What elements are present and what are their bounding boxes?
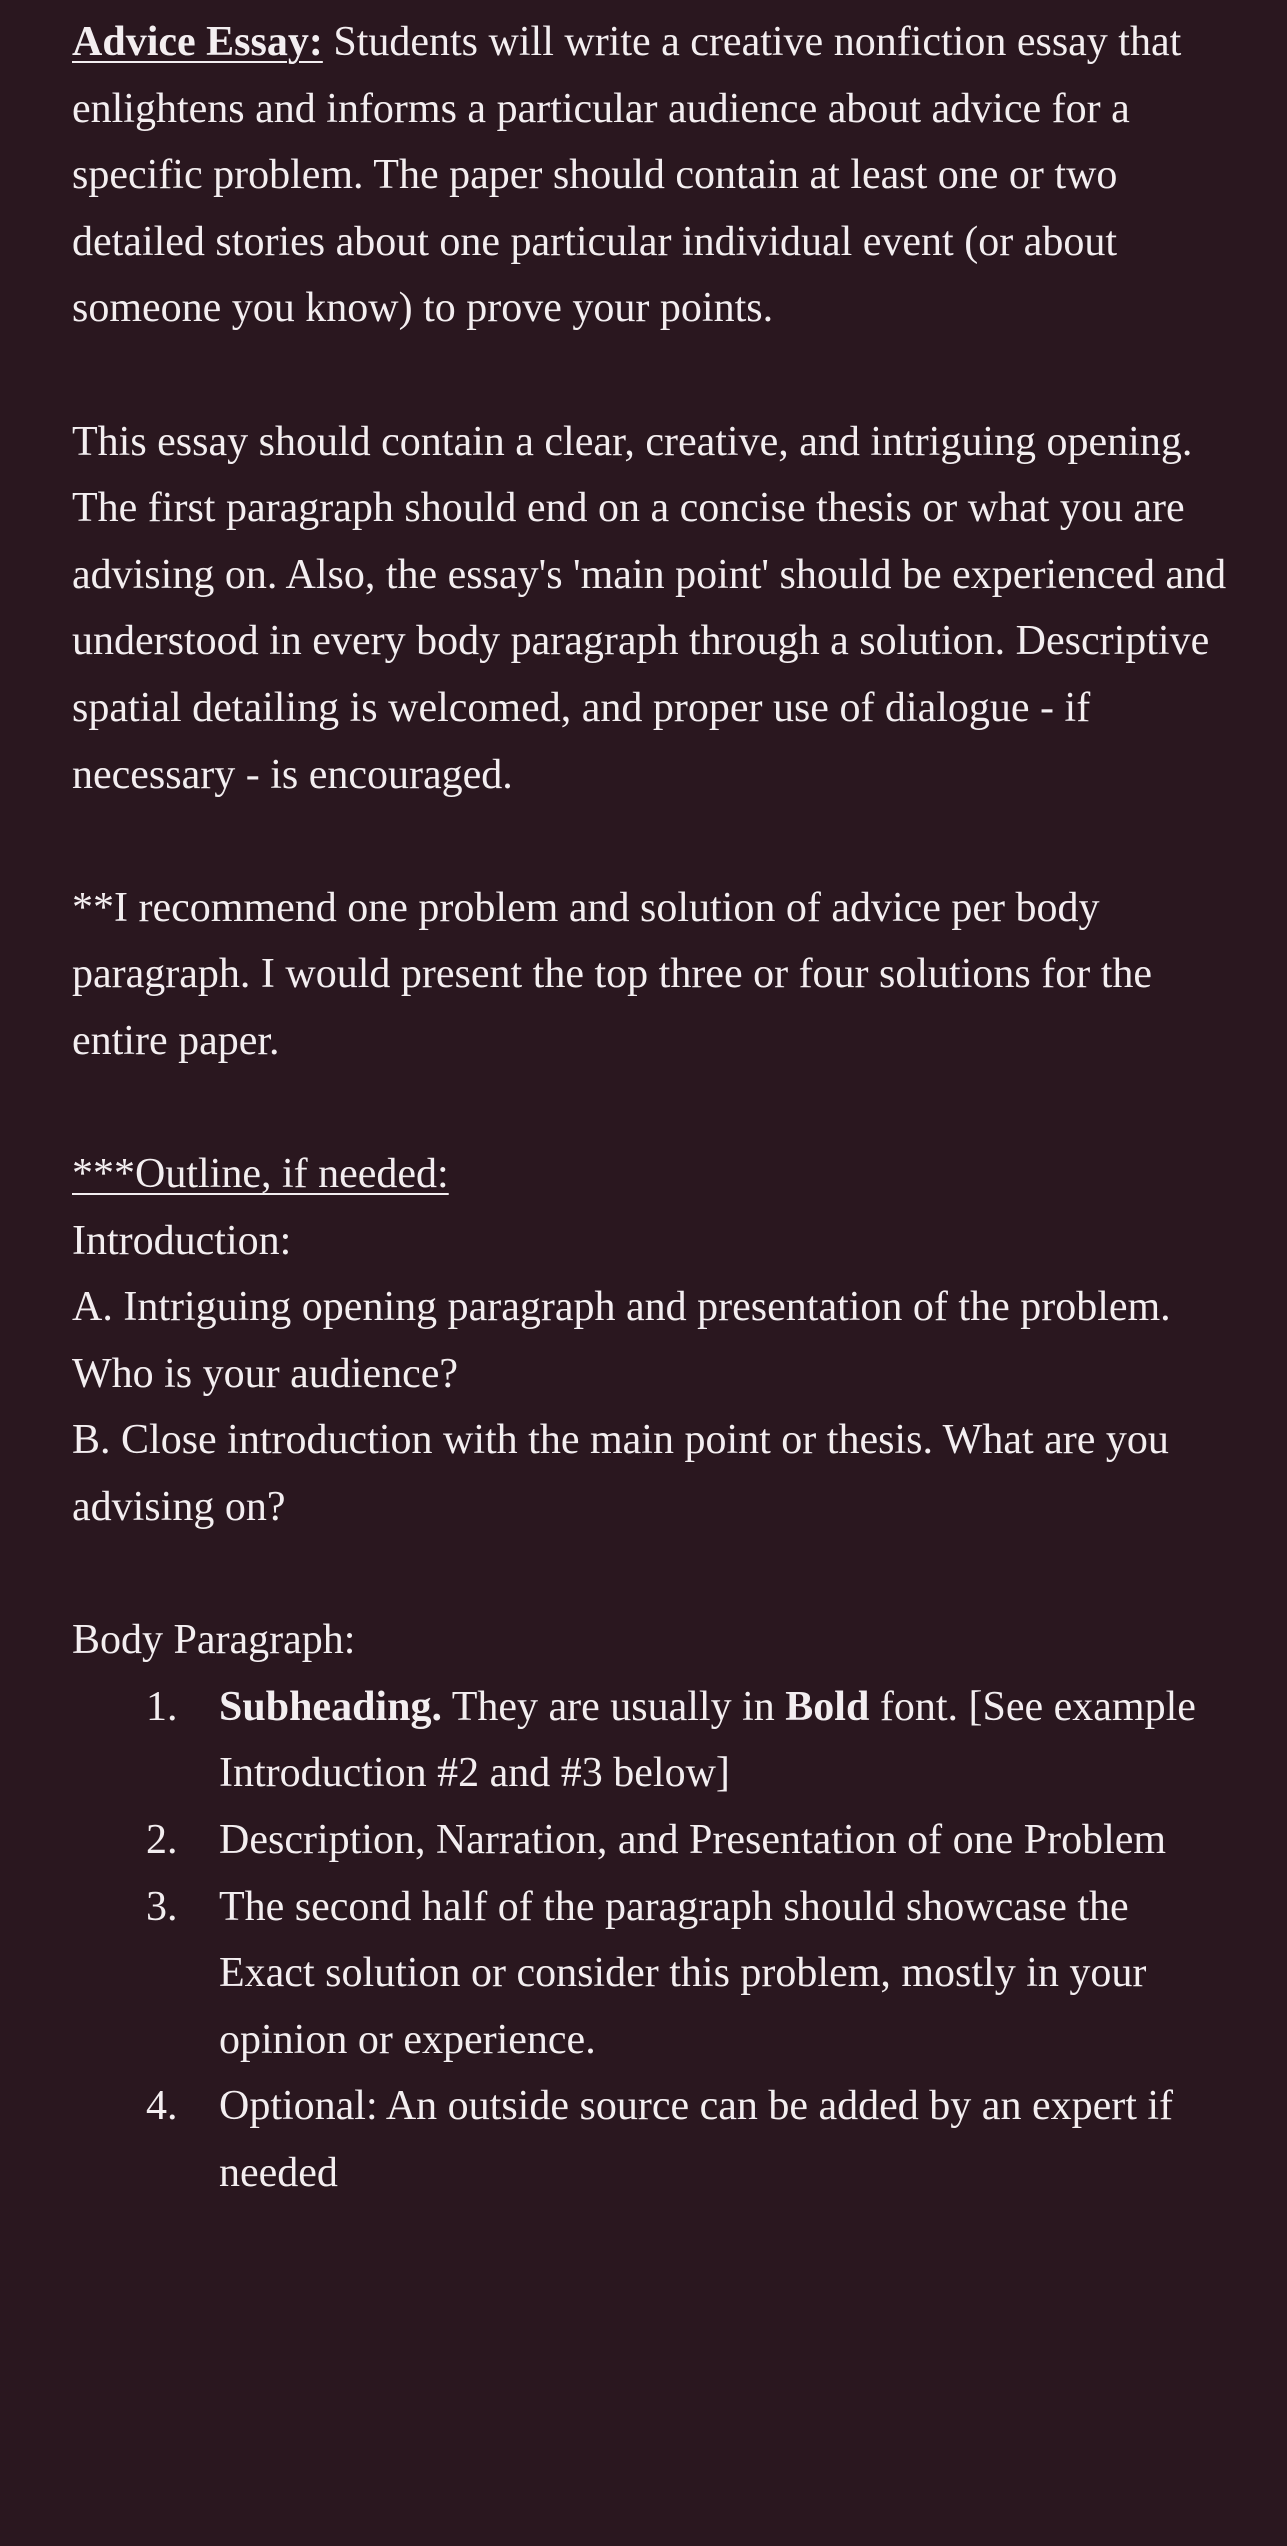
intro-text: Students will write a creative nonfiction essay that enlightens and informs a particular audience about advice for a specific problem. The paper should contain at least one or two detailed stories about one particular individual event (or about someone you know) to prove your points. [72, 19, 1182, 332]
paragraph-spacer [72, 808, 1227, 875]
list-item [72, 1874, 1227, 2074]
opening-guidance-paragraph: This essay should contain a clear, creative, and intriguing opening. The first paragraph should end on a concise thesis or what you are advising on. Also, the essay's 'main point' should be experienced and understood in every body paragraph through a solution. Descriptive spatial detailing is welcomed, and proper use of dialogue - if necessary - is encouraged. [72, 418, 1227, 798]
list-item-number: 2. [146, 1817, 178, 1864]
intro-paragraph [72, 9, 1227, 342]
list-item-number: 3. [146, 1883, 178, 1930]
list-item [72, 2073, 1227, 2206]
list-item-text: Optional: An outside source can be added by an expert if needed [219, 2083, 1174, 2196]
list-item-text: They are usually in [441, 1683, 786, 1730]
paragraph-spacer [72, 1075, 1227, 1142]
body-paragraph-list [72, 1674, 1227, 2207]
paragraph-spacer [72, 1541, 1227, 1608]
advice-essay-label: Advice Essay: [72, 19, 323, 65]
list-item-text: font. [See example Introduction #2 and #3 below] [219, 1683, 1196, 1797]
bold-word: Bold [785, 1683, 870, 1730]
paragraph-spacer [72, 342, 1227, 409]
list-item [72, 1807, 1227, 1874]
list-item-text: Description, Narration, and Presentation of one Problem [219, 1817, 1167, 1864]
subheading-lead: Subheading. [219, 1683, 442, 1730]
outline-item-a: A. Intriguing opening paragraph and presentation of the problem. Who is your audience? [72, 1284, 1171, 1397]
list-item [72, 1674, 1227, 1807]
recommendation-paragraph: **I recommend one problem and solution of advice per body paragraph. I would present the top three or four solutions for the entire paper. [72, 884, 1153, 1064]
list-item-number: 1. [146, 1683, 178, 1730]
outline-item-b: B. Close introduction with the main point or thesis. What are you advising on? [72, 1417, 1169, 1531]
list-item-text: The second half of the paragraph should showcase the Exact solution or consider this problem, mostly in your opinion or experience. [219, 1883, 1147, 2063]
body-paragraph-label: Body Paragraph: [72, 1617, 356, 1664]
list-item-number: 4. [146, 2083, 178, 2130]
outline-heading: ***Outline, if needed: [72, 1151, 449, 1198]
introduction-label: Introduction: [72, 1217, 292, 1264]
